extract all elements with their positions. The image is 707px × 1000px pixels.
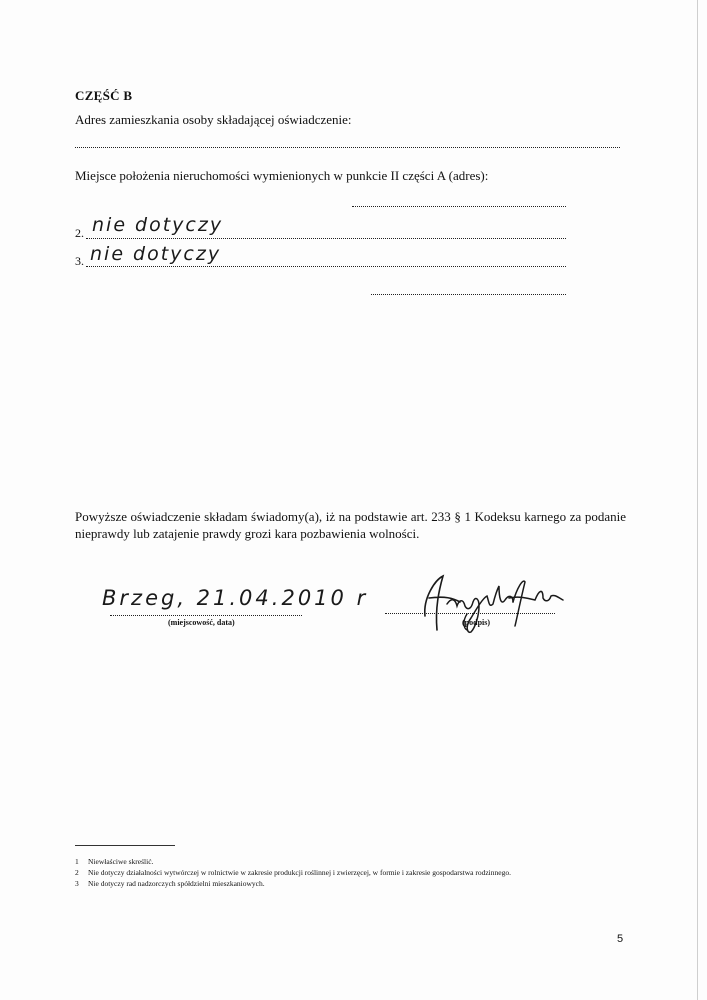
property-line-3	[86, 266, 566, 267]
property-line-2	[86, 238, 566, 239]
address-dotted-line	[75, 147, 620, 148]
footnote-text: Nie dotyczy rad nadzorczych spółdzielni mieszkaniowych.	[88, 879, 265, 888]
footnote-1	[75, 856, 511, 867]
footnote-number: 1	[75, 857, 79, 866]
signature-caption: (podpis)	[462, 618, 491, 627]
property-line-1	[352, 206, 566, 207]
footnote-text: Nie dotyczy działalności wytwórczej w rolnictwie w zakresie produkcji roślinnej i zwierzęcej, w formie i zakresie gospodarstwa rodzinnego.	[88, 868, 511, 877]
property-line-value-2: nie dotyczy	[92, 214, 224, 236]
place-date-dotted-line	[110, 615, 302, 616]
footnote-text: Niewłaściwe skreślić.	[88, 857, 154, 866]
property-line-number-2: 2.	[75, 226, 84, 240]
page-number: 5	[617, 933, 624, 945]
section-title: CZĘŚĆ B	[75, 88, 133, 103]
footnote-3	[75, 878, 511, 889]
declaration-paragraph: Powyższe oświadczenie składam świadomy(a), iż na podstawie art. 233 § 1 Kodeksu karnego za podanie nieprawdy lub zatajenie prawdy grozi kara pozbawienia wolności.	[75, 509, 626, 541]
footnotes	[75, 856, 511, 889]
property-line-4	[371, 294, 566, 295]
property-label: Miejsce położenia nieruchomości wymienionych w punkcie II części A (adres):	[75, 168, 489, 183]
page-edge-line	[697, 0, 698, 1000]
property-line-number-3: 3.	[75, 254, 84, 268]
place-date-value: Brzeg, 21.04.2010 r	[102, 586, 369, 610]
footnote-number: 2	[75, 868, 79, 877]
footnote-number: 3	[75, 879, 79, 888]
place-date-caption: (miejscowość, data)	[168, 618, 235, 627]
handwritten-signature	[405, 568, 585, 636]
footnote-rule	[75, 845, 175, 846]
address-label: Adres zamieszkania osoby składającej oświadczenie:	[75, 112, 352, 127]
footnote-2	[75, 867, 511, 878]
property-line-value-3: nie dotyczy	[90, 243, 222, 265]
